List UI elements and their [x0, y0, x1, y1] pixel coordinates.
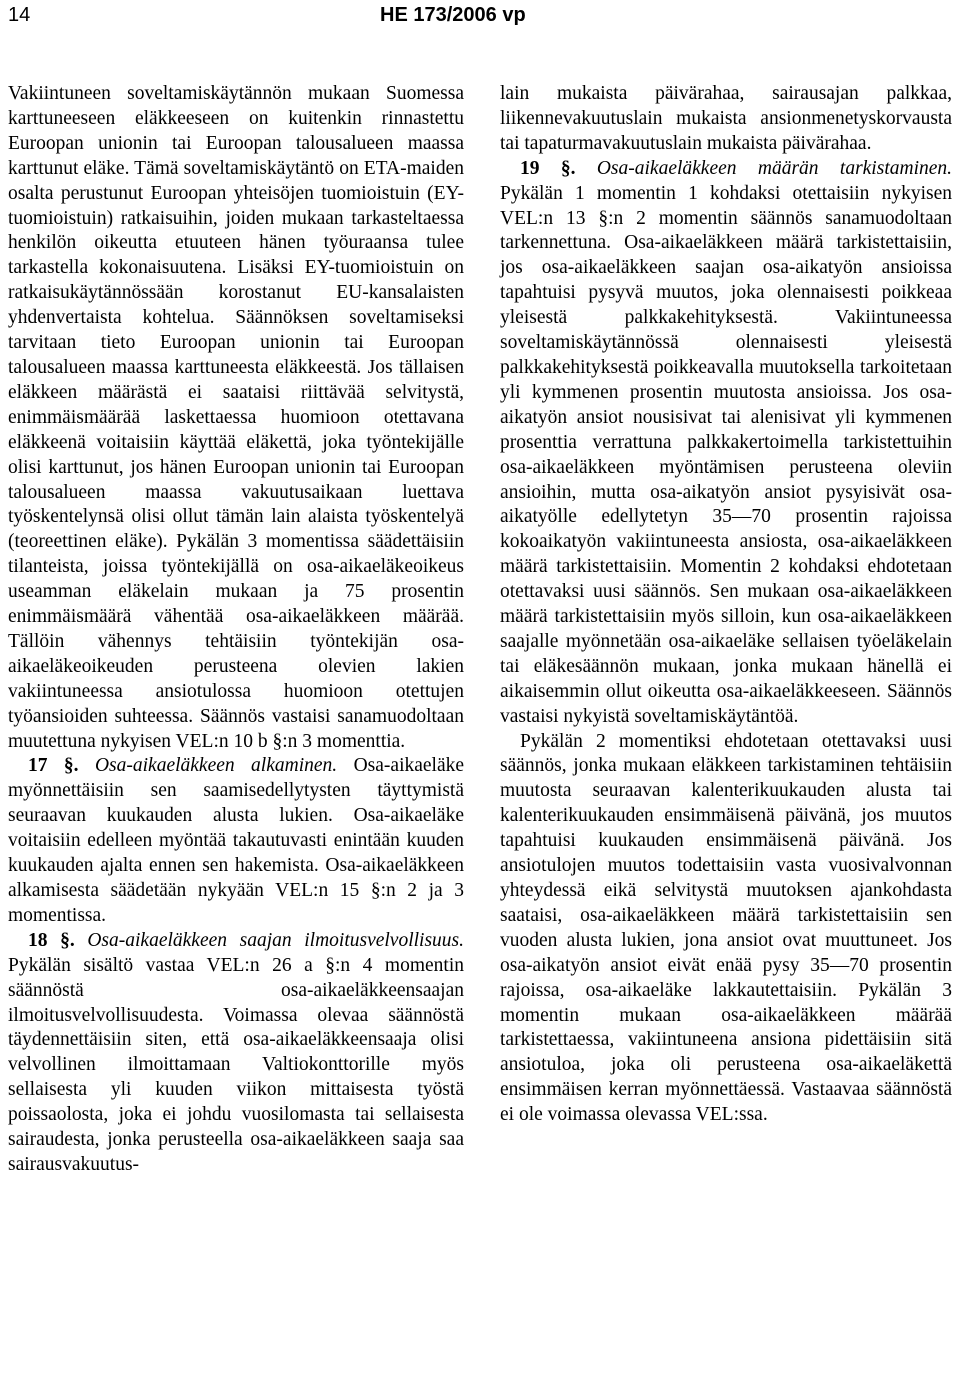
section-17 — [8, 754, 464, 928]
section-title: Osa-aikaeläkkeen saajan ilmoitusvelvollisuus. — [87, 929, 465, 951]
paragraph: Vakiintuneen soveltamiskäytännön mukaan Suomessa karttuneeseen eläkkeeseen on kuitenkin rinnastettu Euroopan unionin tai Euroopan talousalueen maassa karttunut eläke. Tämä soveltamiskäytäntö on ETA-maiden osalta perustunut Euroopan yhteisöjen tuomioistuin (EY-tuomioistuin) ratkaisuihin, joiden mukaan tarkasteltaessa henkilön oikeutta etuuteen hänen työuraansa tulee tarkastella kokonaisuutena. Lisäksi EY-tuomioistuin on ratkaisukäytännössään korostanut EU-kansalaisten yhdenvertaista kohtelua. Säännöksen soveltamiseksi tarvitaan tieto Euroopan unionin tai Euroopan talousalueen maassa karttuneesta eläkkeestä. Jos tällaisen eläkkeen määrästä ei saataisi riittävää selvitystä, enimmäismäärää laskettaessa huomioon otettavana eläkkeenä voitaisiin käyttää eläkettä, joka työntekijälle olisi karttunut, jos hänen Euroopan unionin tai Euroopan talousalueen maassa vakuutusaikaan luettava työskentelynsä olisi ollut tämän lain alaista työskentelyä (teoreettinen eläke). Pykälän 3 momentissa säädettäisiin tilanteista, joissa työntekijällä on osa-aikaeläkeoikeus useamman eläkelain mukaan ja 75 prosentin enimmäismäärä vähentää osa-aikaeläkkeen määrää. Tällöin vähennys tehtäisiin työntekijän osa-aikaeläkeoikeuden perusteena olevien lakien vakiintuneessa ansiotulossa huomioon otettujen työansioiden suhteessa. Säännös vastaisi sanamuodoltaan muutettuna nykyisen VEL:n 10 b §:n 3 momenttia. — [8, 83, 464, 752]
section-text: Pykälän sisältö vastaa VEL:n 26 a §:n 4 momentin säännöstä osa-aikaeläkkeensaajan ilmoitusvelvollisuudesta. Voimassa olevaa säännöstä täydennettäisiin siten, että osa-aikaeläkkeensaaja olisi velvollinen ilmoittamaan Valtiokonttorille myös sellaisesta yli kuuden viikon mittaisesta työstä poissaolosta, joka ei johdu vuosilomasta tai sellaisesta sairaudesta, jonka perusteella osa-aikaeläkkeen saaja saa sairausvakuutus- — [8, 954, 464, 1175]
section-number: 19 §. — [520, 157, 576, 179]
right-column — [500, 82, 952, 1128]
section-title: Osa-aikaeläkkeen määrän tarkistaminen. — [596, 157, 953, 179]
paragraph: lain mukaista päivärahaa, sairausajan palkkaa, liikennevakuutuslain mukaista ansionmenetyskorvausta tai tapaturmavakuutuslain mukaista päivärahaa. — [500, 83, 952, 154]
section-text: Osa-aikaeläke myönnettäisiin sen saamisedellytysten täyttymistä seuraavan kuukauden alusta lukien. Osa-aikaeläke voitaisiin edelleen myöntää takautuvasti enintään kuuden kuukauden ajalta ennen sen hakemista. Osa-aikaeläkkeen alkamisesta säädetään nykyään VEL:n 15 §:n 2 ja 3 momentissa. — [8, 755, 465, 926]
page-header — [0, 0, 960, 30]
left-column — [8, 82, 464, 1178]
section-19 — [500, 157, 952, 730]
section-18 — [8, 929, 464, 1178]
section-title: Osa-aikaeläkkeen alkaminen. — [94, 755, 338, 777]
section-text: Pykälän 1 momentin 1 kohdaksi otettaisiin nykyisen VEL:n 13 §:n 2 momentin säännös sanamuodoltaan tarkennettuna. Osa-aikaeläkkeen määrä tarkistettaisiin, jos osa-aikaeläkkeen saajan osa-aikatyön ansioissa tapahtuisi pysyvä muutos, joka olennaisesti poikkeaa yleisestä palkkakehityksestä. Vakiintuneessa soveltamiskäytännössä olennaisesti yleisestä palkkakehityksestä poikkeavalla muutoksella tarkoitetaan yli kymmenen prosentin muutosta ansioissa. Jos osa-aikatyön ansiot nousisivat tai alenisivat yli kymmenen prosenttia verrattuna palkkakertoimella tarkistettuihin osa-aikaeläkkeen myöntämisen perusteena oleviin ansioihin, mutta osa-aikatyön ansiot pysyisivät osa-aikatyölle edellytetyn 35—70 prosentin rajoissa kokoaikatyön vakiintuneesta ansiosta, osa-aikaeläkkeen määrä tarkistettaisiin. Momentin 2 kohdaksi ehdotetaan otettavaksi uusi säännös. Sen mukaan osa-aikaeläkkeen määrä tarkistettaisiin myös silloin, kun osa-aikaeläkkeen saajalle myönnetään osa-aikaeläke sellaisen työeläkelain tai eläkesäännön mukaan, jonka mukaan hänellä ei aikaisemmin ollut oikeutta osa-aikaeläkkeeseen. Säännös vastaisi nykyistä soveltamiskäytäntöä. — [500, 182, 952, 727]
page-number: 14 — [8, 4, 31, 26]
section-number: 17 §. — [28, 755, 79, 777]
section-number: 18 §. — [28, 929, 75, 951]
document-id: HE 173/2006 vp — [380, 4, 526, 26]
paragraph: Pykälän 2 momentiksi ehdotetaan otettavaksi uusi säännös, jonka mukaan eläkkeen tarkistaminen tehtäisiin muutosta seuraavan kalenterikuukauden alusta tai kalenterikuukauden ensimmäisenä päivänä, jos muutos tapahtuisi kuukauden ensimmäisenä päivänä. Jos ansiotulojen muutos todettaisiin vasta vuosivalvonnan yhteydessä eikä selvitystä muutoksen ajankohdasta saataisi, osa-aikaeläkkeen määrä tarkistettaisiin sen vuoden alusta lukien, jona ansiot ovat muuttuneet. Jos osa-aikatyön ansiot eivät enää pysy 35—70 prosentin rajoissa, osa-aikaeläke lakkautettaisiin. Pykälän 3 momentin mukaan osa-aikaeläkkeen määrää tarkistettaessa, vakiintuneena ansiona pidettäisiin sitä ansiotuloa, joka oli perusteena osa-aikaeläkettä ensimmäisen kerran myönnettäessä. Vastaavaa säännöstä ei ole voimassa olevassa VEL:ssa. — [500, 730, 952, 1126]
